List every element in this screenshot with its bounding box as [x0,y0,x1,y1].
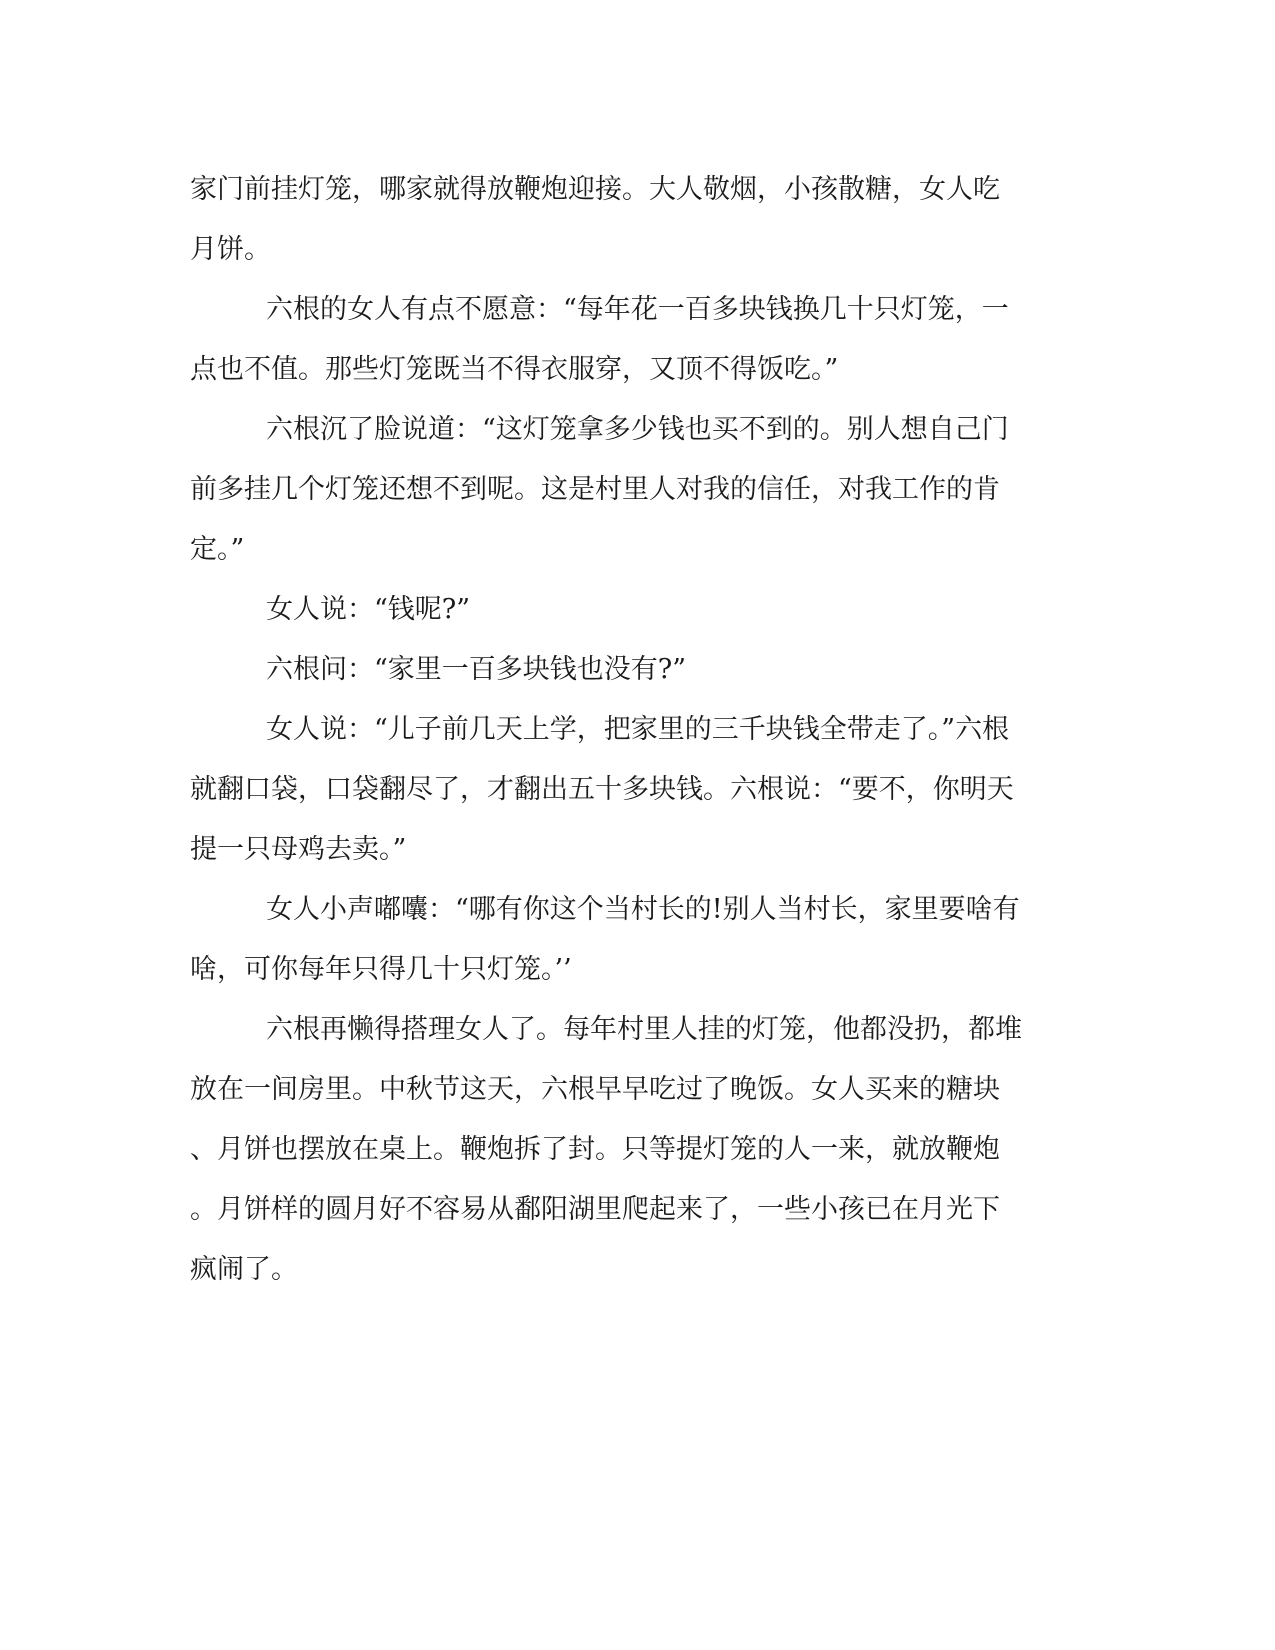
text-line: 啥，可你每年只得几十只灯笼。’’ [190,954,572,985]
text-line: 定。” [190,534,245,565]
text-line: 家门前挂灯笼，哪家就得放鞭炮迎接。大人敬烟，小孩散糖，女人吃 [190,174,1000,205]
text-line: 。月饼样的圆月好不容易从鄱阳湖里爬起来了，一些小孩已在月光下 [190,1194,1000,1225]
paragraph-first-line: 女人小声嘟囔：“哪有你这个当村长的!别人当村长，家里要啥有 [266,894,1020,925]
text-line: 就翻口袋，口袋翻尽了，才翻出五十多块钱。六根说：“要不，你明天 [190,774,1014,805]
text-line: 疯闹了。 [190,1254,298,1285]
body-text [190,160,1070,1300]
text-line: 前多挂几个灯笼还想不到呢。这是村里人对我的信任，对我工作的肯 [190,474,1000,505]
text-line: 点也不值。那些灯笼既当不得衣服穿，又顶不得饭吃。” [190,354,839,385]
text-line: 放在一间房里。中秋节这天，六根早早吃过了晚饭。女人买来的糖块 [190,1074,1000,1105]
paragraph-first-line: 六根再懒得搭理女人了。每年村里人挂的灯笼，他都没扔，都堆 [266,1014,1022,1045]
paragraph-first-line: 六根沉了脸说道：“这灯笼拿多少钱也买不到的。别人想自己门 [266,414,1009,445]
text-line: 提一只母鸡去卖。” [190,834,407,865]
text-line: 、月饼也摆放在桌上。鞭炮拆了封。只等提灯笼的人一来，就放鞭炮 [190,1134,1000,1165]
paragraph-first-line: 女人说：“儿子前几天上学，把家里的三千块钱全带走了。”六根 [266,714,1010,745]
paragraph-first-line: 女人说：“钱呢?” [266,594,471,625]
paragraph-first-line: 六根的女人有点不愿意：“每年花一百多块钱换几十只灯笼，一 [266,294,1009,325]
paragraph-first-line: 六根问：“家里一百多块钱也没有?” [266,654,687,685]
text-line: 月饼。 [190,234,271,265]
